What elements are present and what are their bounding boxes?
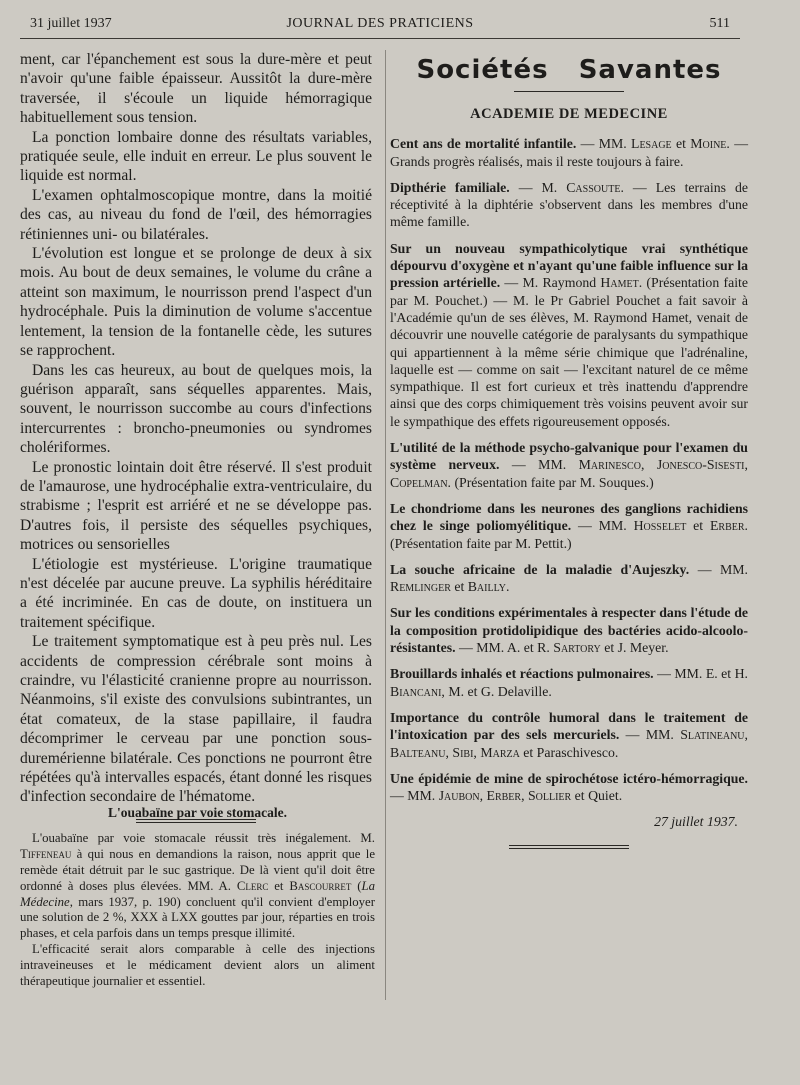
- author-name: Bailly: [467, 579, 506, 595]
- date-sign: 27 juillet 1937.: [654, 814, 738, 830]
- page-header: [30, 16, 730, 38]
- paragraph: La ponction lombaire donne des résultats variables, pratiquée seule, elle induit en erreur. Le plus souvent le liquide est normal.: [20, 128, 372, 185]
- communication-title: Sur un nouveau sympathicolytique vrai synthétique dépourvu d'oxygène et n'ayant qu'une faible influence sur la pression artérielle.: [390, 240, 748, 291]
- author-name: Slatineanu: [680, 727, 745, 743]
- author-name: Marinesco: [578, 457, 641, 473]
- paragraph: L'examen ophtalmoscopique montre, dans la moitié des cas, au niveau du fond de l'œil, des hémorragies rétiniennes uni- ou bilatérales.: [20, 186, 372, 243]
- communication-title: Brouillards inhalés et réactions pulmonaires.: [390, 666, 654, 682]
- author-name: Lesage: [631, 136, 672, 152]
- communication-title: Une épidémie de mine de spirochétose ictéro-hémorragique.: [390, 770, 748, 786]
- title-underline: [514, 91, 624, 92]
- communication-item: Sur un nouveau sympathicolytique vrai synthétique dépourvu d'oxygène et n'ayant qu'une faible influence sur la pression artérielle. — M. Raymond Hamet. (Présentation faite par M. Pouchet.) — M. le Pr Gabriel Pouchet a fait savoir à l'Académie qu'un de ses élèves, M. Raymond Hamet, venait de découvrir une nouvelle catégorie de paralysants du sympathique qui appartiennent à la même série chimique que l'adrénaline, laquelle est — comme on sait — l'excitant naturel de ce même sympathique. Il est fort curieux et très inattendu d'apprendre ainsi que des corps chimiquement très voisins peuvent avoir sur le sympathique des effets rigoureusement opposés.: [390, 240, 748, 429]
- communication-title: Le chondriome dans les neurones des ganglions rachidiens chez le singe poliomyélitique.: [390, 500, 748, 534]
- communication-item: L'utilité de la méthode psycho-galvanique pour l'examen du système nerveux. — MM. Marinesco, Jonesco-Sisesti, Copelman. (Présentation faite par M. Souques.): [390, 440, 748, 490]
- article-paragraph: L'efficacité serait alors comparable à celle des injections intraveineuses et le médicament devient alors un aliment thérapeutique journalier et essentiel.: [20, 942, 375, 989]
- author-name: Cassoute: [566, 179, 621, 195]
- communication-title: Sur les conditions expérimentales à respecter dans l'étude de la composition protidolipidique des bactéries acido-alcoolo-résistantes.: [390, 605, 748, 656]
- communication-item: Une épidémie de mine de spirochétose ictéro-hémorragique. — MM. Jaubon, Erber, Sollier et Quiet.: [390, 770, 748, 804]
- article-paragraph: L'ouabaïne par voie stomacale réussit très inégalement. M. Tiffeneau à qui nous en demandions la raison, nous apprit que le remède était détruit par le suc gastrique. De là vient qu'il doit être ordonné à doses plus élevées. MM. A. Clerc et Bascourret (La Médecine, mars 1937, p. 190) concluent qu'il convient d'employer une solution de 2 %, XXX à LXX gouttes par jour, réparties en trois phases, et cela parfois dans un temps presque illimité.: [20, 830, 375, 941]
- communications-list: [390, 135, 748, 804]
- header-date: 31 juillet 1937: [30, 16, 112, 31]
- author-name: Marza: [480, 744, 520, 760]
- communication-item: Brouillards inhalés et réactions pulmonaires. — MM. E. et H. Biancani, M. et G. Delaville.: [390, 666, 749, 699]
- author-name: Erber: [486, 788, 522, 804]
- page-number: 511: [709, 16, 730, 31]
- author-name: Remlinger: [390, 579, 451, 595]
- paragraph: Le pronostic lointain doit être réservé. Il s'est produit de l'amaurose, une hydrocéphalie extra-ventriculaire, du strabisme ; l'esprit est arriéré et ne se développe pas. D'autres fois, il persiste des séquelles psychiques, motrices ou sensorielles: [20, 458, 372, 554]
- journal-ref: La Médecine: [20, 878, 375, 909]
- communication-title: Cent ans de mortalité infantile.: [390, 136, 577, 152]
- left-column: [20, 50, 372, 823]
- author-name: Erber: [710, 518, 745, 534]
- communication-title: Importance du contrôle humoral dans le traitement de l'intoxication par des sels mercuriels.: [390, 709, 748, 743]
- header-rule: [20, 38, 740, 39]
- author-name: Jaubon: [438, 788, 480, 804]
- author-name: Tiffeneau: [20, 846, 72, 861]
- author-name: Copelman: [390, 474, 448, 490]
- column-separator: [385, 50, 386, 1000]
- communication-item: Sur les conditions expérimentales à respecter dans l'étude de la composition protidolipidique des bactéries acido-alcoolo-résistantes. — MM. A. et R. Sartory et J. Meyer.: [390, 605, 748, 656]
- author-name: Jonesco-Sisesti: [656, 457, 745, 473]
- communication-item: Dipthérie familiale. — M. Cassoute. — Les terrains de réceptivité à la diphtérie s'observent dans les membres d'une même famille.: [390, 179, 748, 230]
- communication-item: Importance du contrôle humoral dans le traitement de l'intoxication par des sels mercuriels. — MM. Slatineanu, Balteanu, Sibi, Marza et Paraschivesco.: [390, 709, 748, 760]
- author-name: Sibi: [452, 744, 474, 760]
- paragraph: L'évolution est longue et se prolonge de deux à six mois. Au bout de deux semaines, le volume du crâne a atteint son maximum, le nourrisson prend l'aspect d'un hydrocéphale. Puis la diminution de volume s'accentue lentement, la tension de la fontanelle cède, les sutures se rapprochent.: [20, 245, 372, 360]
- communication-item: La souche africaine de la maladie d'Aujeszky. — MM. Remlinger et Bailly.: [390, 561, 749, 595]
- paragraph: Dans les cas heureux, au bout de quelques mois, la guérison apparaît, sans séquelles apparentes. Mais, souvent, le nourrisson succombe au cours d'infections intercurrentes : broncho-pneumonies ou syndromes cholériformes.: [20, 361, 372, 457]
- communication-item: Cent ans de mortalité infantile. — MM. Lesage et Moine. — Grands progrès réalisés, mais il reste toujours à faire.: [390, 136, 748, 169]
- author-name: Sollier: [527, 788, 572, 804]
- author-name: Hamet: [600, 275, 639, 291]
- author-name: Hosselet: [633, 518, 687, 534]
- end-divider: [509, 845, 629, 849]
- author-name: Clerc: [236, 878, 269, 893]
- author-name: Moine: [690, 136, 727, 152]
- article-title: L'ouabaïne par voie stomacale.: [107, 805, 287, 820]
- paragraph: ment, car l'épanchement est sous la dure-mère et peut n'avoir qu'une faible épaisseur. Aussitôt la dure-mère traversée, il s'écoule un liquide hémorragique habituellement sous tension.: [20, 51, 372, 127]
- author-name: Balteanu: [390, 744, 446, 760]
- section-title: Sociétés Savantes: [416, 55, 722, 85]
- journal-name: JOURNAL DES PRATICIENS: [286, 16, 474, 31]
- right-column: [390, 55, 748, 849]
- author-name: Biancani: [390, 683, 442, 699]
- paragraph: L'étiologie est mystérieuse. L'origine traumatique n'est décelée par aucune preuve. La syphilis héréditaire a été incriminée. En cas de doute, on instituera un traitement spécifique.: [20, 555, 372, 631]
- communication-title: La souche africaine de la maladie d'Aujeszky.: [390, 561, 690, 577]
- communication-item: Le chondriome dans les neurones des ganglions rachidiens chez le singe poliomyélitique. — MM. Hosselet et Erber. (Présentation faite par M. Pettit.): [390, 500, 748, 551]
- ouabaine-article: [20, 805, 375, 990]
- communication-title: Dipthérie familiale.: [390, 179, 510, 195]
- author-name: Bascourret: [289, 878, 352, 893]
- paragraph: Le traitement symptomatique est à peu près nul. Les accidents de compression cérébrale sont moins à craindre, vu l'élasticité cranienne propre au nourrisson. Néanmoins, s'il existe des convulsions subintrantes, un état comateux, de la stase papillaire, il faudra décomprimer le cerveau par une ponction sous-duremérienne bilatérale. Ces ponctions ne pourront être répétées qu'à intervalles espacés, étant donné les risques d'infection secondaire de l'hématome.: [20, 633, 372, 806]
- subsection-title: ACADEMIE DE MEDECINE: [470, 106, 668, 122]
- author-name: Sartory: [553, 640, 601, 656]
- communication-title: L'utilité de la méthode psycho-galvanique pour l'examen du système nerveux.: [390, 440, 748, 473]
